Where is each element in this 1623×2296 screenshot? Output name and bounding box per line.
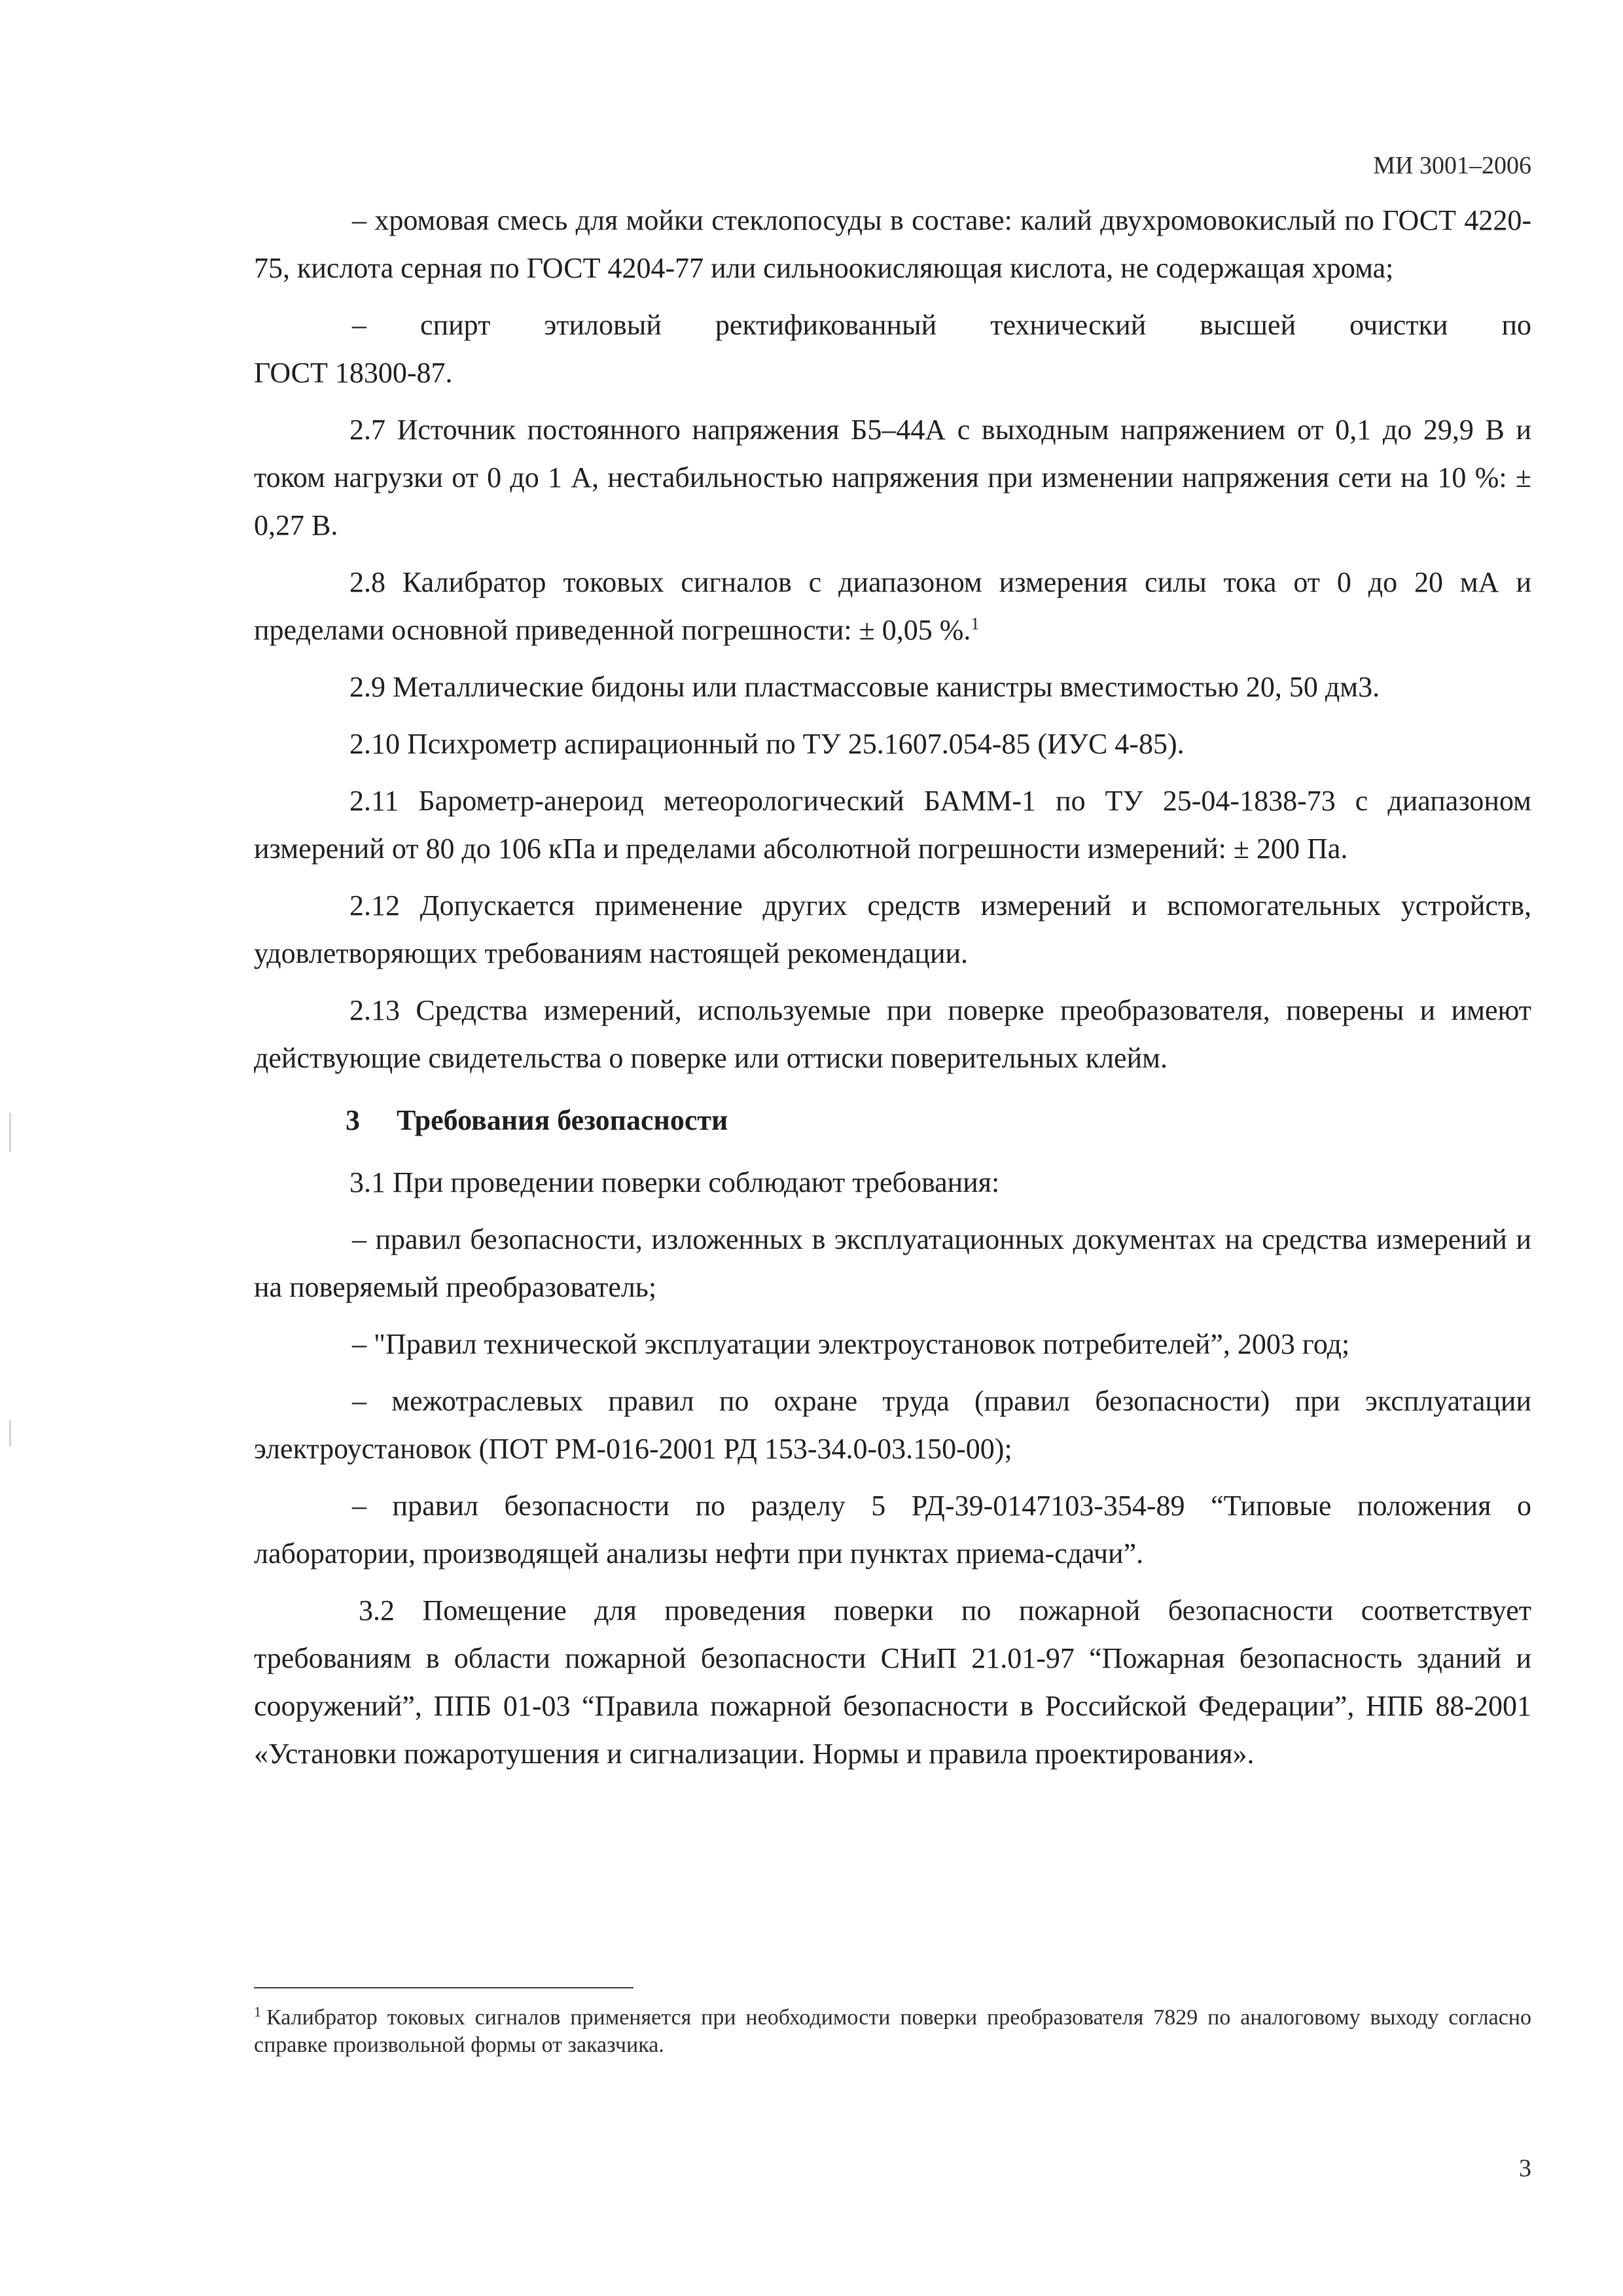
document-body	[254, 196, 1531, 1787]
footnote-text: Калибратор токовых сигналов применяется при необходимости поверки преобразователя 7829 по аналоговому выходу согласно справке произвольной формы от заказчика.	[254, 2005, 1531, 2057]
section-number: 3	[346, 1104, 360, 1136]
paragraph-2-9: 2.9 Металлические бидоны или пластмассовые канистры вместимостью 20, 50 дм3.	[349, 671, 1380, 703]
list-item-laboratory-rules: – правил безопасности по разделу 5 РД-39-0147103-354-89 “Типовые положения о лаборатории, производящей анализы нефти при пунктах приема-сдачи”.	[254, 1490, 1531, 1570]
scan-artifact	[9, 1420, 11, 1446]
list-item-safety-rules: – правил безопасности, изложенных в эксплуатационных документах на средства измерений и на поверяемый преобразователь;	[254, 1223, 1531, 1303]
section-heading	[254, 1096, 1531, 1144]
document-code-header: МИ 3001–2006	[1373, 152, 1531, 179]
footnote	[254, 2004, 1531, 2059]
paragraph-chrome-mixture: – хромовая смесь для мойки стеклопосуды в составе: калий двухромовокислый по ГОСТ 4220-75, кислота серная по ГОСТ 4204-77 или сильноокисляющая кислота, не содержащая хрома;	[254, 204, 1531, 284]
paragraph-3-1: 3.1 При проведении поверки соблюдают требования:	[349, 1166, 1000, 1198]
paragraph-ethyl-alcohol-line2: ГОСТ 18300-87.	[254, 357, 453, 389]
scan-artifact	[9, 1113, 11, 1152]
paragraph-2-7: 2.7 Источник постоянного напряжения Б5–44А с выходным напряжением от 0,1 до 29,9 В и током нагрузки от 0 до 1 А, нестабильностью напряжения при изменении напряжения сети на 10 %: ± 0,27 В.	[254, 414, 1531, 541]
page-number: 3	[1519, 2155, 1531, 2182]
paragraph-3-2: 3.2 Помещение для проведения поверки по пожарной безопасности соответствует требованиям в области пожарной безопасности СНиП 21.01-97 “Пожарная безопасность зданий и сооружений”, ППБ 01-03 “Правила пожарной безопасности в Российской Федерации”, НПБ 88-2001 «Установки пожаротушения и сигнализации. Нормы и правила проектирования».	[254, 1594, 1531, 1770]
section-title: Требования безопасности	[397, 1104, 728, 1136]
footnote-divider	[254, 1987, 633, 1988]
paragraph-2-13: 2.13 Средства измерений, используемые при поверке преобразователя, поверены и имеют действующие свидетельства о поверке или оттиски поверительных клейм.	[254, 994, 1531, 1074]
footnote-reference: 1	[971, 614, 980, 634]
paragraph-2-8-text: 2.8 Калибратор токовых сигналов с диапазоном измерения силы тока от 0 до 20 мА и пределами основной приведенной погрешности: ± 0,05 %.	[254, 566, 1531, 646]
paragraph-2-11: 2.11 Барометр-анероид метеорологический БАММ-1 по ТУ 25-04-1838-73 с диапазоном измерений от 80 до 106 кПа и пределами абсолютной погрешности измерений: ± 200 Па.	[254, 785, 1531, 865]
list-item-electrical-rules: – "Правил технической эксплуатации электроустановок потребителей”, 2003 год;	[352, 1328, 1350, 1360]
paragraph-ethyl-alcohol-line1: – спирт этиловый ректификованный технический высшей очистки по	[352, 309, 1531, 341]
list-item-labor-protection: – межотраслевых правил по охране труда (правил безопасности) при эксплуатации электроустановок (ПОТ РМ-016-2001 РД 153-34.0-03.150-00);	[254, 1385, 1531, 1465]
paragraph-2-12: 2.12 Допускается применение других средств измерений и вспомогательных устройств, удовлетворяющих требованиям настоящей рекомендации.	[254, 889, 1531, 969]
footnote-mark: 1	[254, 2003, 261, 2020]
paragraph-2-8	[254, 558, 1531, 654]
paragraph-2-10: 2.10 Психрометр аспирационный по ТУ 25.1607.054-85 (ИУС 4-85).	[349, 728, 1185, 760]
